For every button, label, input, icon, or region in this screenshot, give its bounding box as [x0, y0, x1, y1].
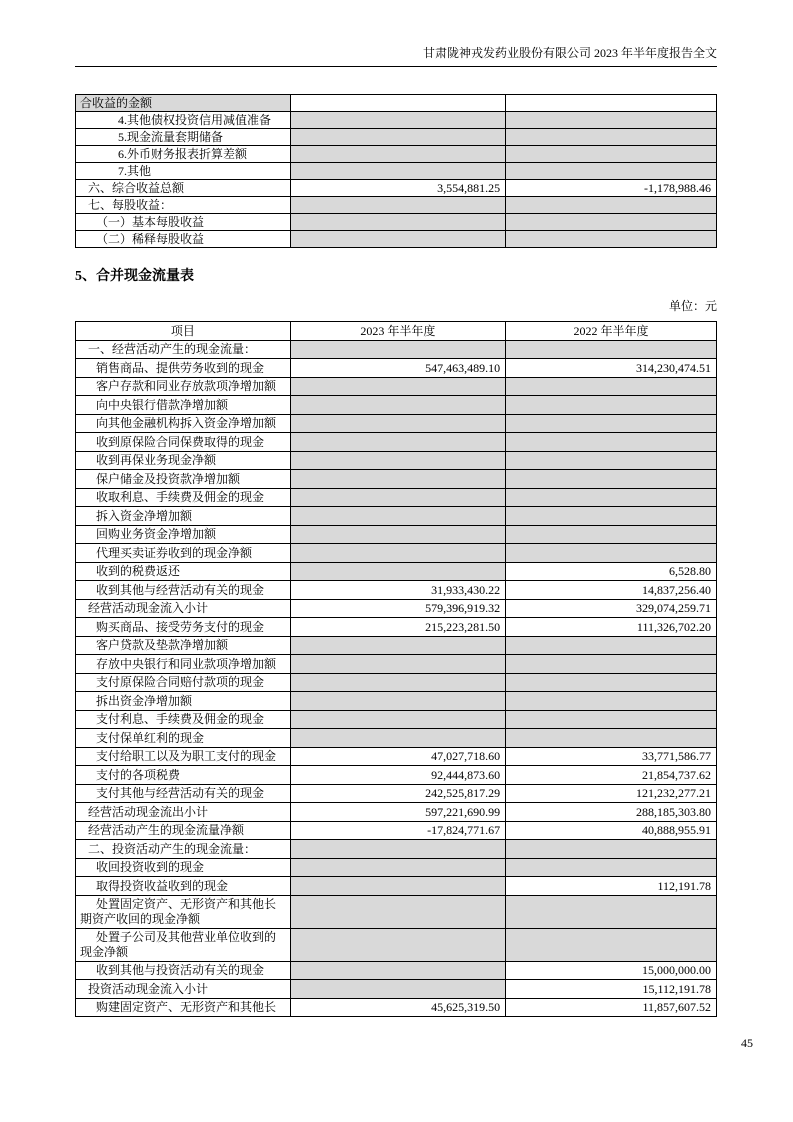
- value-2022: [506, 544, 717, 563]
- value-2023: [290, 231, 505, 248]
- table-row: [76, 599, 717, 618]
- column-header-item: 项目: [76, 322, 291, 341]
- value-2022: [506, 525, 717, 544]
- value-2022: [506, 231, 717, 248]
- value-2023: [290, 636, 505, 655]
- value-2022: 15,000,000.00: [506, 961, 717, 980]
- value-2022: [506, 710, 717, 729]
- row-label: 购买商品、接受劳务支付的现金: [76, 618, 291, 637]
- value-2022: [506, 95, 717, 112]
- row-label: 取得投资收益收到的现金: [76, 877, 291, 896]
- value-2023: [290, 858, 505, 877]
- row-label: （一）基本每股收益: [76, 214, 291, 231]
- table-row: [76, 877, 717, 896]
- value-2022: 111,326,702.20: [506, 618, 717, 637]
- row-label: 七、每股收益：: [76, 197, 291, 214]
- row-label: 5.现金流量套期储备: [76, 129, 291, 146]
- value-2023: [290, 673, 505, 692]
- value-2022: [506, 858, 717, 877]
- value-2022: [506, 488, 717, 507]
- row-label: 收到其他与经营活动有关的现金: [76, 581, 291, 600]
- cashflow-table-head: [76, 322, 717, 341]
- table-row: [76, 729, 717, 748]
- table-row: [76, 451, 717, 470]
- income-table-body: [76, 95, 717, 248]
- row-label: 经营活动现金流入小计: [76, 599, 291, 618]
- value-2022: [506, 197, 717, 214]
- value-2023: [290, 895, 505, 928]
- document-header: [75, 46, 717, 67]
- row-label: 拆出资金净增加额: [76, 692, 291, 711]
- value-2023: [290, 961, 505, 980]
- value-2022: [506, 507, 717, 526]
- value-2022: [506, 163, 717, 180]
- value-2022: [506, 470, 717, 489]
- table-row: [76, 129, 717, 146]
- value-2022: 11,857,607.52: [506, 998, 717, 1017]
- table-row: [76, 928, 717, 961]
- comprehensive-income-table: [75, 94, 717, 248]
- value-2023: 242,525,817.29: [290, 784, 505, 803]
- value-2023: [290, 214, 505, 231]
- value-2023: [290, 112, 505, 129]
- row-label: 保户储金及投资款净增加额: [76, 470, 291, 489]
- table-row: [76, 766, 717, 785]
- value-2022: [506, 433, 717, 452]
- value-2022: [506, 396, 717, 415]
- value-2022: 112,191.78: [506, 877, 717, 896]
- value-2022: 121,232,277.21: [506, 784, 717, 803]
- value-2023: [290, 146, 505, 163]
- section-title: 5、合并现金流量表: [75, 269, 194, 284]
- table-row: [76, 710, 717, 729]
- table-row: [76, 784, 717, 803]
- table-row: [76, 692, 717, 711]
- table-row: [76, 980, 717, 999]
- table-row: [76, 433, 717, 452]
- value-2023: [290, 129, 505, 146]
- value-2022: 329,074,259.71: [506, 599, 717, 618]
- row-label: 收到的税费返还: [76, 562, 291, 581]
- row-label: 向其他金融机构拆入资金净增加额: [76, 414, 291, 433]
- row-label: 收到其他与投资活动有关的现金: [76, 961, 291, 980]
- value-2022: 14,837,256.40: [506, 581, 717, 600]
- value-2023: [290, 197, 505, 214]
- value-2023: -17,824,771.67: [290, 821, 505, 840]
- row-label: 收取利息、手续费及佣金的现金: [76, 488, 291, 507]
- value-2023: [290, 525, 505, 544]
- row-label: 支付保单红利的现金: [76, 729, 291, 748]
- row-label: 二、投资活动产生的现金流量：: [76, 840, 291, 859]
- row-label: 处置子公司及其他营业单位收到的现金净额: [76, 928, 291, 961]
- table-row: [76, 231, 717, 248]
- table-row: [76, 821, 717, 840]
- row-label: 7.其他: [76, 163, 291, 180]
- row-label: 回购业务资金净增加额: [76, 525, 291, 544]
- value-2023: 3,554,881.25: [290, 180, 505, 197]
- value-2022: 21,854,737.62: [506, 766, 717, 785]
- table-row: [76, 562, 717, 581]
- value-2022: 15,112,191.78: [506, 980, 717, 999]
- table-row: [76, 840, 717, 859]
- table-row: [76, 95, 717, 112]
- value-2022: [506, 146, 717, 163]
- table-row: [76, 544, 717, 563]
- unit-label: 单位：元: [668, 299, 717, 313]
- value-2023: 45,625,319.50: [290, 998, 505, 1017]
- row-label: 经营活动产生的现金流量净额: [76, 821, 291, 840]
- value-2023: 597,221,690.99: [290, 803, 505, 822]
- value-2022: [506, 729, 717, 748]
- value-2023: [290, 562, 505, 581]
- table-row: [76, 618, 717, 637]
- value-2022: [506, 377, 717, 396]
- value-2023: [290, 729, 505, 748]
- table-row: [76, 377, 717, 396]
- table-row: [76, 581, 717, 600]
- table-row: [76, 112, 717, 129]
- value-2022: 33,771,586.77: [506, 747, 717, 766]
- row-label: 收到原保险合同保费取得的现金: [76, 433, 291, 452]
- value-2023: [290, 414, 505, 433]
- cashflow-header-row: [76, 322, 717, 341]
- row-label: 支付给职工以及为职工支付的现金: [76, 747, 291, 766]
- table-row: [76, 340, 717, 359]
- row-label: 4.其他债权投资信用减值准备: [76, 112, 291, 129]
- value-2023: [290, 95, 505, 112]
- value-2022: [506, 928, 717, 961]
- table-row: [76, 507, 717, 526]
- value-2023: [290, 710, 505, 729]
- value-2022: 6,528.80: [506, 562, 717, 581]
- row-label: 合收益的金额: [76, 95, 291, 112]
- value-2023: [290, 396, 505, 415]
- value-2022: 314,230,474.51: [506, 359, 717, 378]
- value-2023: 579,396,919.32: [290, 599, 505, 618]
- row-label: 经营活动现金流出小计: [76, 803, 291, 822]
- row-label: 支付利息、手续费及佣金的现金: [76, 710, 291, 729]
- value-2022: [506, 692, 717, 711]
- table-row: [76, 470, 717, 489]
- row-label: 支付的各项税费: [76, 766, 291, 785]
- value-2022: [506, 112, 717, 129]
- row-label: 处置固定资产、无形资产和其他长期资产收回的现金净额: [76, 895, 291, 928]
- value-2022: [506, 673, 717, 692]
- value-2023: 92,444,873.60: [290, 766, 505, 785]
- value-2022: [506, 129, 717, 146]
- value-2023: [290, 544, 505, 563]
- row-label: 六、综合收益总额: [76, 180, 291, 197]
- row-label: 客户贷款及垫款净增加额: [76, 636, 291, 655]
- row-label: 收回投资收到的现金: [76, 858, 291, 877]
- document-header-text: 甘肃陇神戎发药业股份有限公司 2023 年半年度报告全文: [422, 46, 717, 60]
- value-2023: [290, 488, 505, 507]
- row-label: 向中央银行借款净增加额: [76, 396, 291, 415]
- value-2023: 547,463,489.10: [290, 359, 505, 378]
- table-row: [76, 895, 717, 928]
- value-2023: [290, 840, 505, 859]
- value-2023: [290, 507, 505, 526]
- table-row: [76, 858, 717, 877]
- cashflow-table-body: [76, 340, 717, 1017]
- value-2023: [290, 163, 505, 180]
- value-2022: [506, 655, 717, 674]
- row-label: 6.外币财务报表折算差额: [76, 146, 291, 163]
- value-2023: 31,933,430.22: [290, 581, 505, 600]
- table-row: [76, 146, 717, 163]
- value-2022: [506, 340, 717, 359]
- table-row: [76, 803, 717, 822]
- value-2023: [290, 928, 505, 961]
- column-header-2023: 2023 年半年度: [290, 322, 505, 341]
- table-row: [76, 214, 717, 231]
- page-number: 45: [741, 1036, 753, 1050]
- value-2023: [290, 655, 505, 674]
- row-label: （二）稀释每股收益: [76, 231, 291, 248]
- table-row: [76, 197, 717, 214]
- cashflow-table: [75, 321, 717, 1017]
- value-2022: [506, 214, 717, 231]
- value-2023: [290, 433, 505, 452]
- row-label: 收到再保业务现金净额: [76, 451, 291, 470]
- row-label: 支付其他与经营活动有关的现金: [76, 784, 291, 803]
- value-2023: [290, 470, 505, 489]
- row-label: 存放中央银行和同业款项净增加额: [76, 655, 291, 674]
- value-2023: [290, 877, 505, 896]
- table-row: [76, 673, 717, 692]
- row-label: 代理买卖证券收到的现金净额: [76, 544, 291, 563]
- table-row: [76, 655, 717, 674]
- value-2023: [290, 692, 505, 711]
- value-2022: 40,888,955.91: [506, 821, 717, 840]
- column-header-2022: 2022 年半年度: [506, 322, 717, 341]
- row-label: 销售商品、提供劳务收到的现金: [76, 359, 291, 378]
- table-row: [76, 636, 717, 655]
- table-row: [76, 396, 717, 415]
- row-label: 客户存款和同业存放款项净增加额: [76, 377, 291, 396]
- value-2023: [290, 980, 505, 999]
- table-row: [76, 488, 717, 507]
- value-2023: 215,223,281.50: [290, 618, 505, 637]
- table-row: [76, 747, 717, 766]
- row-label: 一、经营活动产生的现金流量：: [76, 340, 291, 359]
- value-2022: [506, 895, 717, 928]
- value-2022: [506, 414, 717, 433]
- value-2022: [506, 451, 717, 470]
- value-2022: 288,185,303.80: [506, 803, 717, 822]
- table-row: [76, 961, 717, 980]
- table-row: [76, 163, 717, 180]
- row-label: 投资活动现金流入小计: [76, 980, 291, 999]
- table-row: [76, 359, 717, 378]
- table-row: [76, 414, 717, 433]
- value-2023: 47,027,718.60: [290, 747, 505, 766]
- value-2023: [290, 451, 505, 470]
- value-2023: [290, 340, 505, 359]
- value-2022: [506, 636, 717, 655]
- table-row: [76, 525, 717, 544]
- row-label: 拆入资金净增加额: [76, 507, 291, 526]
- row-label: 支付原保险合同赔付款项的现金: [76, 673, 291, 692]
- table-row: [76, 180, 717, 197]
- value-2022: -1,178,988.46: [506, 180, 717, 197]
- row-label: 购建固定资产、无形资产和其他长: [76, 998, 291, 1017]
- table-row: [76, 998, 717, 1017]
- value-2023: [290, 377, 505, 396]
- value-2022: [506, 840, 717, 859]
